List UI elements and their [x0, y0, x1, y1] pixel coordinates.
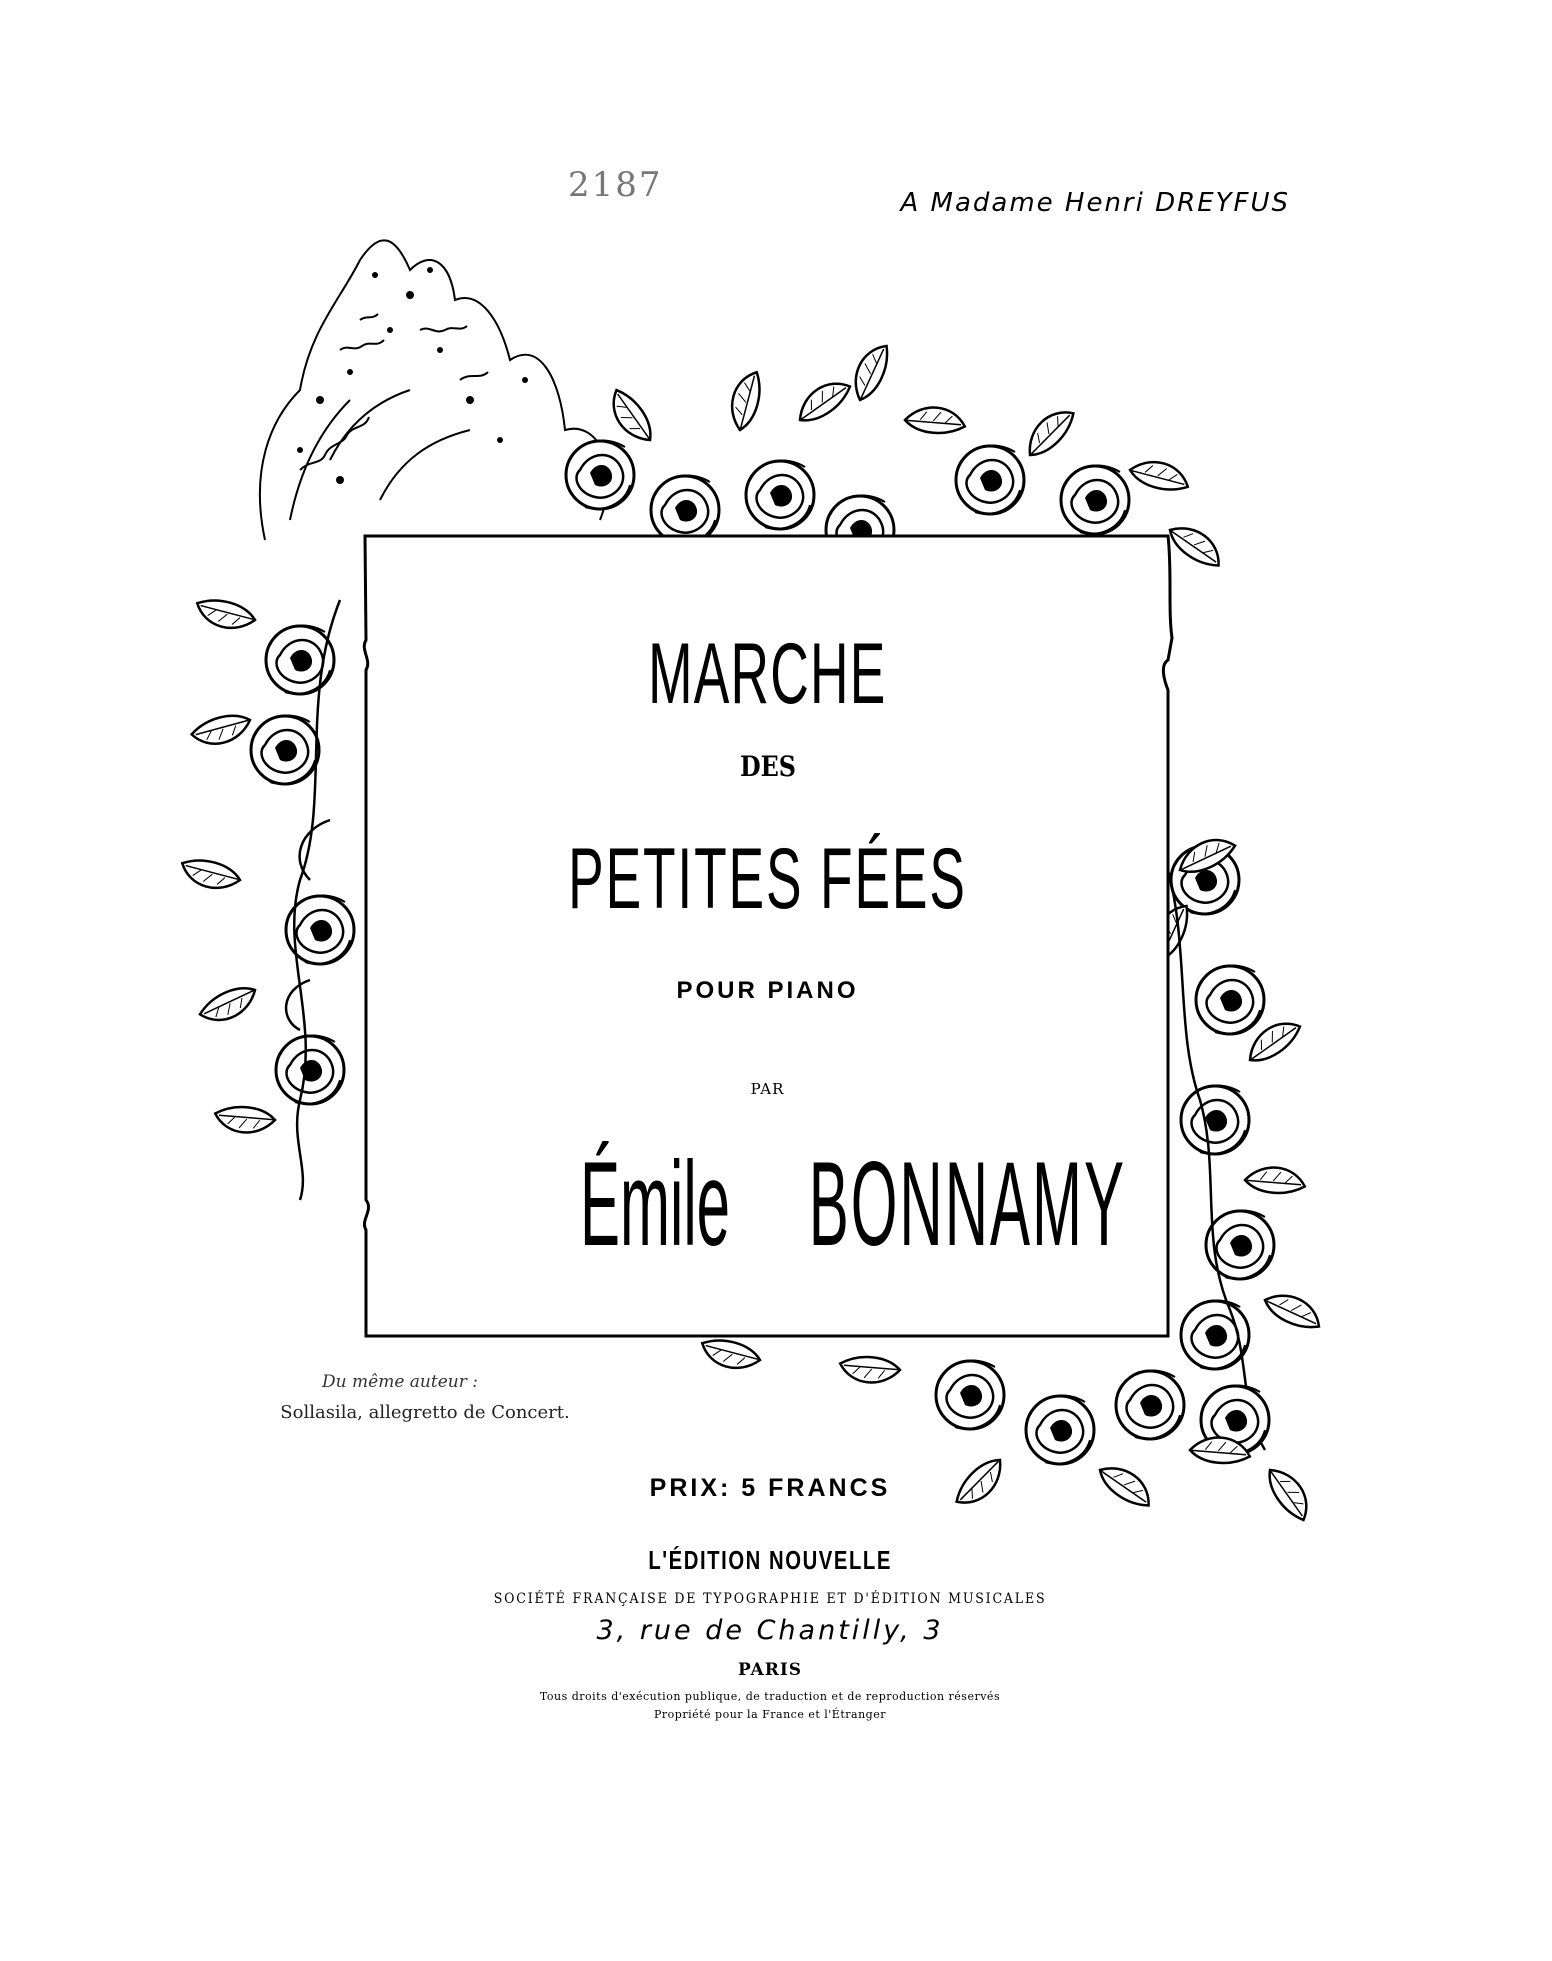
composer-last-name: BONNAMY: [808, 1137, 1127, 1271]
title-line-3: PETITES FÉES: [568, 831, 967, 927]
catalog-stamp: 2187: [568, 165, 663, 205]
other-works-heading: Du même auteur :: [322, 1372, 478, 1392]
publisher-name: L'ÉDITION NOUVELLE: [648, 1545, 892, 1575]
price: PRIX: 5 FRANCS: [649, 1474, 891, 1502]
title-line-1: MARCHE: [648, 626, 887, 722]
instrument-subtitle: POUR PIANO: [676, 977, 859, 1004]
dedication: A Madame Henri DREYFUS: [900, 188, 1290, 218]
rights-notice-line-1: Tous droits d'exécution publique, de traduction et de reproduction réservés: [539, 1690, 1001, 1703]
publisher-address: 3, rue de Chantilly, 3: [596, 1615, 944, 1646]
title-line-2: DES: [739, 750, 796, 783]
rights-notice-line-2: Propriété pour la France et l'Étranger: [654, 1708, 886, 1721]
publisher-society: SOCIÉTÉ FRANÇAISE DE TYPOGRAPHIE ET D'ÉDITION MUSICALES: [493, 1591, 1047, 1607]
other-works-title: Sollasila, allegretto de Concert.: [280, 1402, 570, 1423]
by-label: PAR: [750, 1080, 785, 1098]
composer-first-name: Émile: [580, 1137, 731, 1271]
publisher-city: PARIS: [737, 1660, 803, 1680]
